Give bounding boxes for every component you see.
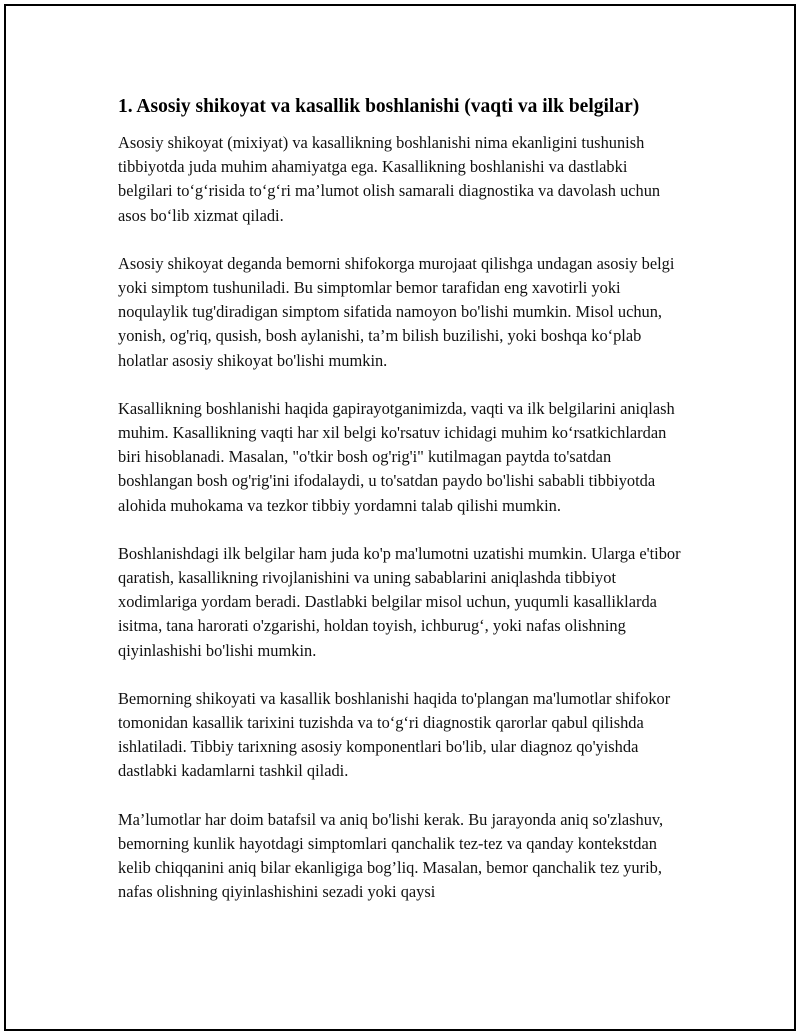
section-heading: 1. Asosiy shikoyat va kasallik boshlanishi (vaqti va ilk belgilar): [118, 96, 640, 117]
document-body: [118, 94, 684, 928]
paragraph-5: Bemorning shikoyati va kasallik boshlanishi haqida to'plangan ma'lumotlar shifokor tomonidan kasallik tarixini tuzishda va to‘g‘ri diagnostik qarorlar qabul qilishda ishlatiladi. Tibbiy tarixning asosiy komponentlari bo'lib, ular diagnoz qo'yishda dastlabki kadamlarni tashkil qiladi.: [118, 688, 671, 781]
paragraph-6: Ma’lumotlar har doim batafsil va aniq bo'lishi kerak. Bu jarayonda aniq so'zlashuv, bemorning kunlik hayotdagi simptomlari qanchalik tez-tez va qanday kontekstdan kelib chiqqanini aniq bilar ekanligiga bog’liq. Masalan, bemor qanchalik tez yurib, nafas olishning qiyinlashishini sezadi yoki qaysi: [118, 809, 664, 902]
paragraph-2: Asosiy shikoyat deganda bemorni shifokorga murojaat qilishga undagan asosiy belgi yoki simptom tushuniladi. Bu simptomlar bemor tarafidan eng xavotirli yoki noqulaylik tug'diradigan simptom sifatida namoyon bo'lishi mumkin. Misol uchun, yonish, og'riq, qusish, bosh aylanishi, ta’m bilish buzilishi, yoki boshqa ko‘plab holatlar asosiy shikoyat bo'lishi mumkin.: [118, 253, 675, 370]
paragraph-1: Asosiy shikoyat (mixiyat) va kasallikning boshlanishi nima ekanligini tushunish tibbiyotda juda muhim ahamiyatga ega. Kasallikning boshlanishi va dastlabki belgilari to‘g‘risida to‘g‘ri ma’lumot olish samarali diagnostika va davolash uchun asos bo‘lib xizmat qiladi.: [118, 133, 661, 225]
paragraph-3: Kasallikning boshlanishi haqida gapirayotganimizda, vaqti va ilk belgilarini aniqlash muhim. Kasallikning vaqti har xil belgi ko'rsatuv ichidagi muhim ko‘rsatkichlardan biri hisoblanadi. Masalan, "o'tkir bosh og'rig'i" kutilmagan paytda to'satdan boshlangan bosh og'rig'ini ifodalaydi, u to'satdan paydo bo'lishi sababli tibbiyotda alohida muhokama va tezkor tibbiy yordamni talab qilishi mumkin.: [118, 398, 675, 515]
paragraph-4: Boshlanishdagi ilk belgilar ham juda ko'p ma'lumotni uzatishi mumkin. Ularga e'tibor qaratish, kasallikning rivojlanishini va uning sabablarini aniqlashda tibbiyot xodimlariga yordam beradi. Dastlabki belgilar misol uchun, yuqumli kasalliklarda isitma, tana harorati o'zgarishi, holdan toyish, ichburug‘, yoki nafas olishning qiyinlashishi bo'lishi mumkin.: [118, 543, 681, 660]
